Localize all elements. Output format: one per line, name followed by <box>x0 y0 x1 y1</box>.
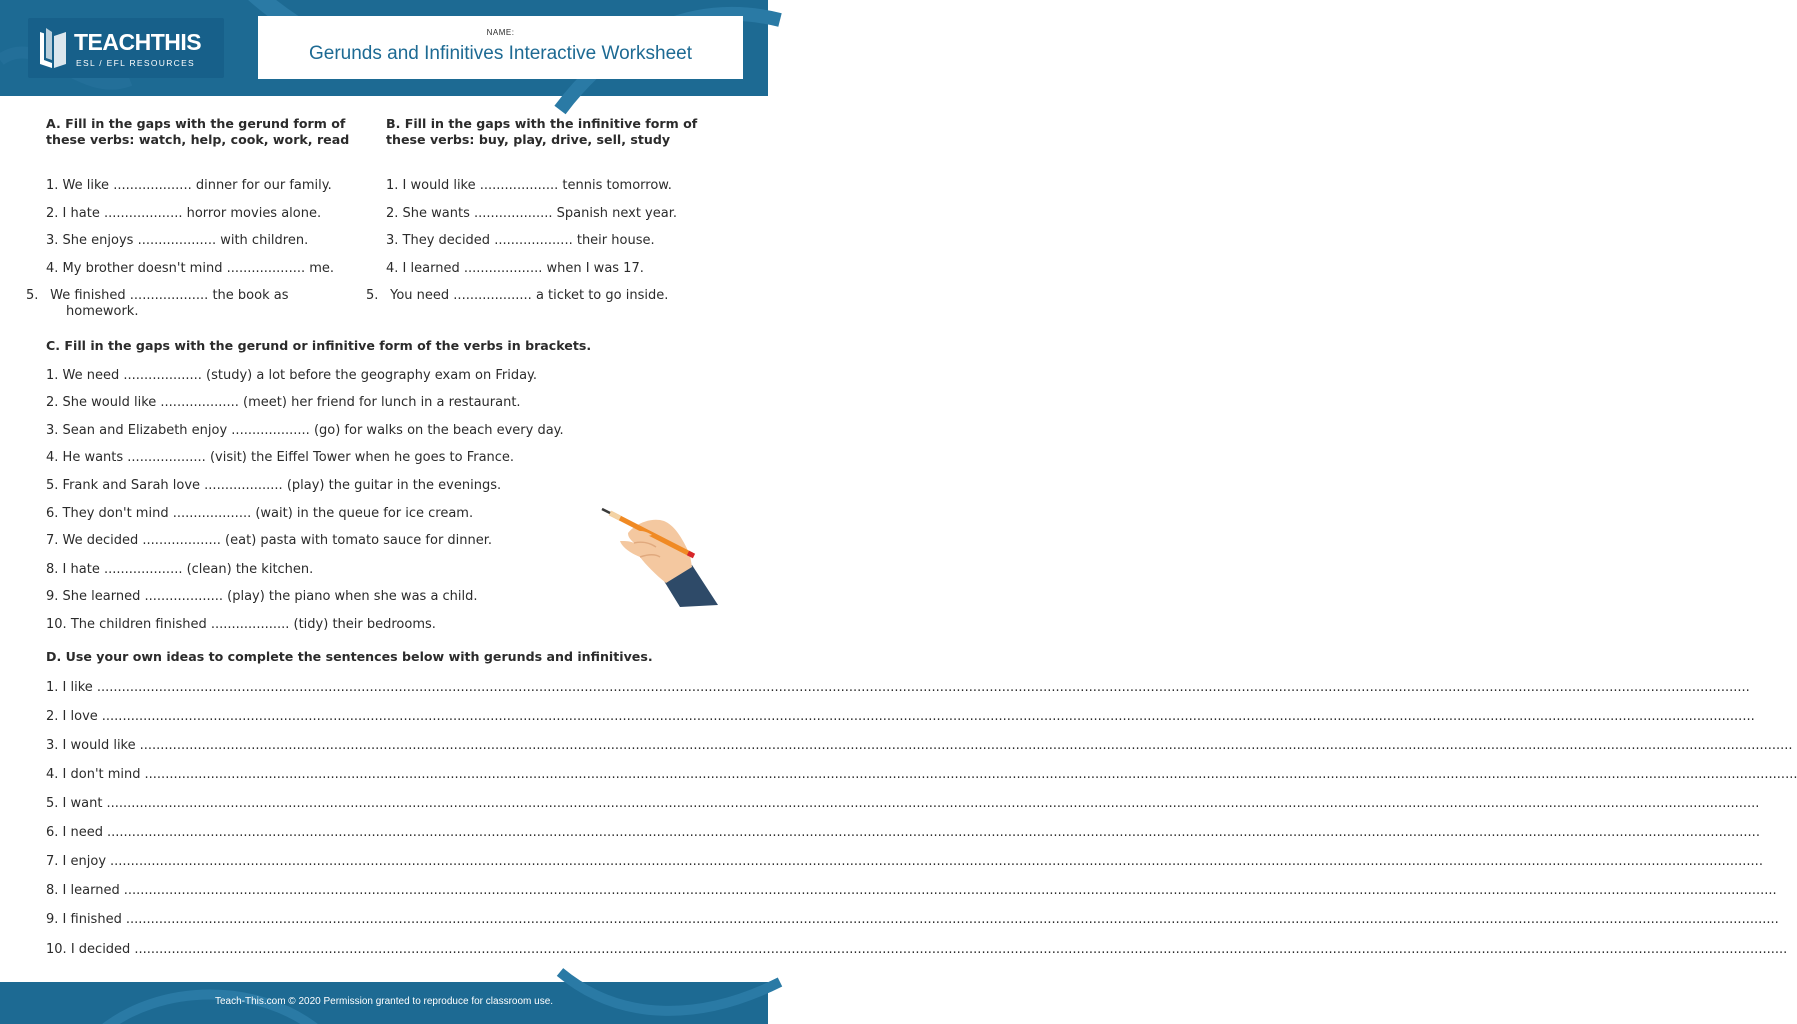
item-text: I hate ................... (clean) the kitchen. <box>62 562 314 577</box>
item-number: 6. <box>46 506 59 521</box>
item-text: They don't mind ................... (wait) in the queue for ice cream. <box>62 506 474 521</box>
copyright-notice: Teach-This.com © 2020 Permission granted to reproduce for classroom use. <box>214 996 554 1007</box>
worksheet-title: Gerunds and Infinitives Interactive Worksheet <box>308 43 692 64</box>
item-text: She would like ................... (meet) her friend for lunch in a restaurant. <box>62 395 521 410</box>
section-d-item <box>46 825 1760 841</box>
item-number: 1. <box>386 178 399 193</box>
item-number: 8. <box>46 562 59 577</box>
section-a-item <box>46 178 332 194</box>
section-a-item <box>46 233 308 249</box>
item-text: Frank and Sarah love ................... (play) the guitar in the evenings. <box>62 478 502 493</box>
item-text: She learned ................... (play) the piano when she was a child. <box>62 589 478 604</box>
item-text: I enjoy <box>62 854 107 869</box>
item-text: We finished ................... the book as homework. <box>50 288 289 319</box>
item-number: 5. <box>46 478 59 493</box>
item-text: I learned ................... when I was 17. <box>402 261 644 276</box>
item-number: 1. <box>46 368 59 383</box>
item-number: 5. <box>46 796 59 811</box>
item-number: 9. <box>46 589 59 604</box>
section-b-item: 5. You need ................... a ticket to go inside. <box>366 288 669 303</box>
section-d-item <box>46 912 1779 928</box>
item-number: 8. <box>46 883 59 898</box>
item-number: 6. <box>46 825 59 840</box>
section-d-item <box>46 942 1788 958</box>
section-b-item <box>386 178 672 194</box>
title-box <box>258 16 743 79</box>
item-number: 2. <box>386 206 399 221</box>
section-c-item <box>46 506 473 522</box>
item-text: I decided <box>70 942 131 957</box>
item-number: 2. <box>46 709 59 724</box>
item-number: 3. <box>46 738 59 753</box>
answer-blank[interactable]: ................................................................................................................................................................................................................................................................................................................................................................................................................ <box>134 942 1788 957</box>
section-c-item <box>46 478 501 494</box>
item-number: 4. <box>386 261 399 276</box>
section-c-item <box>46 395 521 411</box>
section-c-item <box>46 589 478 605</box>
section-c-item <box>46 423 564 439</box>
item-text: She wants ................... Spanish next year. <box>402 206 677 221</box>
item-text: I finished <box>62 912 122 927</box>
item-number: 4. <box>46 450 59 465</box>
section-d-item <box>46 738 1793 754</box>
item-number: 10. <box>46 942 67 957</box>
section-c-item <box>46 533 492 549</box>
item-text: I would like <box>62 738 136 753</box>
item-number: 2. <box>46 395 59 410</box>
answer-blank[interactable]: ................................................................................................................................................................................................................................................................................................................................................................................................................ <box>144 767 1797 782</box>
item-text: I love <box>62 709 98 724</box>
item-number: 3. <box>46 233 59 248</box>
section-c-heading: C. Fill in the gaps with the gerund or infinitive form of the verbs in brackets. <box>46 338 592 353</box>
section-b-item <box>386 261 644 277</box>
item-text: We like ................... dinner for our family. <box>62 178 332 193</box>
item-number: 4. <box>46 261 59 276</box>
footer-banner <box>0 982 768 1024</box>
item-text: They decided ................... their house. <box>402 233 655 248</box>
answer-blank[interactable]: ................................................................................................................................................................................................................................................................................................................................................................................................................ <box>125 912 1779 927</box>
section-c-item <box>46 562 313 578</box>
item-text: I hate ................... horror movies alone. <box>62 206 322 221</box>
item-text: We decided ................... (eat) pasta with tomato sauce for dinner. <box>62 533 493 548</box>
section-b-heading: B. Fill in the gaps with the infinitive form of these verbs: buy, play, drive, sell, study <box>386 116 698 147</box>
item-number: 7. <box>46 854 59 869</box>
book-logo-icon <box>36 26 70 70</box>
answer-blank[interactable]: ................................................................................................................................................................................................................................................................................................................................................................................................................ <box>139 738 1793 753</box>
item-text: I learned <box>62 883 120 898</box>
item-number: 7. <box>46 533 59 548</box>
section-d-item <box>46 680 1750 696</box>
section-c-item <box>46 368 537 384</box>
answer-blank[interactable]: ................................................................................................................................................................................................................................................................................................................................................................................................................ <box>101 709 1755 724</box>
item-number: 3. <box>386 233 399 248</box>
item-number: 2. <box>46 206 59 221</box>
item-text: She enjoys ................... with children. <box>62 233 309 248</box>
item-text: I need <box>62 825 104 840</box>
section-d-heading: D. Use your own ideas to complete the sentences below with gerunds and infinitives. <box>46 649 653 664</box>
section-c-item <box>46 617 436 633</box>
item-text: I would like ................... tennis tomorrow. <box>402 178 672 193</box>
logo-title: TEACHTHIS <box>74 29 202 55</box>
answer-blank[interactable]: ................................................................................................................................................................................................................................................................................................................................................................................................................ <box>96 680 1750 695</box>
section-a-item <box>46 206 321 222</box>
item-text: The children finished ................... (tidy) their bedrooms. <box>70 617 436 632</box>
answer-blank[interactable]: ................................................................................................................................................................................................................................................................................................................................................................................................................ <box>107 825 1760 840</box>
item-text: I want <box>62 796 103 811</box>
item-number: 1. <box>46 178 59 193</box>
name-label: NAME: <box>486 28 515 37</box>
section-a-item: 5. We finished ................... the book as homework. <box>26 288 289 319</box>
item-number: 9. <box>46 912 59 927</box>
answer-blank[interactable]: ................................................................................................................................................................................................................................................................................................................................................................................................................ <box>110 854 1763 869</box>
header-banner <box>0 0 768 96</box>
section-a-item <box>46 261 334 277</box>
item-number: 1. <box>46 680 59 695</box>
section-d-item <box>46 854 1763 870</box>
hand-pencil-illustration <box>600 503 722 611</box>
item-number: 3. <box>46 423 59 438</box>
section-d-item <box>46 767 1797 783</box>
section-d-item <box>46 883 1777 899</box>
section-a-heading: A. Fill in the gaps with the gerund form of these verbs: watch, help, cook, work, read <box>46 116 350 147</box>
item-text: I don't mind <box>62 767 141 782</box>
teachthis-logo <box>28 18 224 78</box>
logo-subtitle: ESL / EFL RESOURCES <box>76 58 196 68</box>
section-b-item <box>386 206 677 222</box>
section-c-item <box>46 450 514 466</box>
item-text: My brother doesn't mind ................... me. <box>62 261 335 276</box>
answer-blank[interactable]: ................................................................................................................................................................................................................................................................................................................................................................................................................ <box>106 796 1760 811</box>
item-text: He wants ................... (visit) the Eiffel Tower when he goes to France. <box>62 450 515 465</box>
section-d-item <box>46 796 1760 812</box>
section-d-item <box>46 709 1755 725</box>
answer-blank[interactable]: ................................................................................................................................................................................................................................................................................................................................................................................................................ <box>123 883 1777 898</box>
section-b-item <box>386 233 655 249</box>
item-text: I like <box>62 680 93 695</box>
item-text: We need ................... (study) a lot before the geography exam on Friday. <box>62 368 538 383</box>
item-text: Sean and Elizabeth enjoy ................... (go) for walks on the beach every day. <box>62 423 564 438</box>
item-number: 4. <box>46 767 59 782</box>
item-number: 10. <box>46 617 67 632</box>
item-text: You need ................... a ticket to go inside. <box>390 288 669 303</box>
